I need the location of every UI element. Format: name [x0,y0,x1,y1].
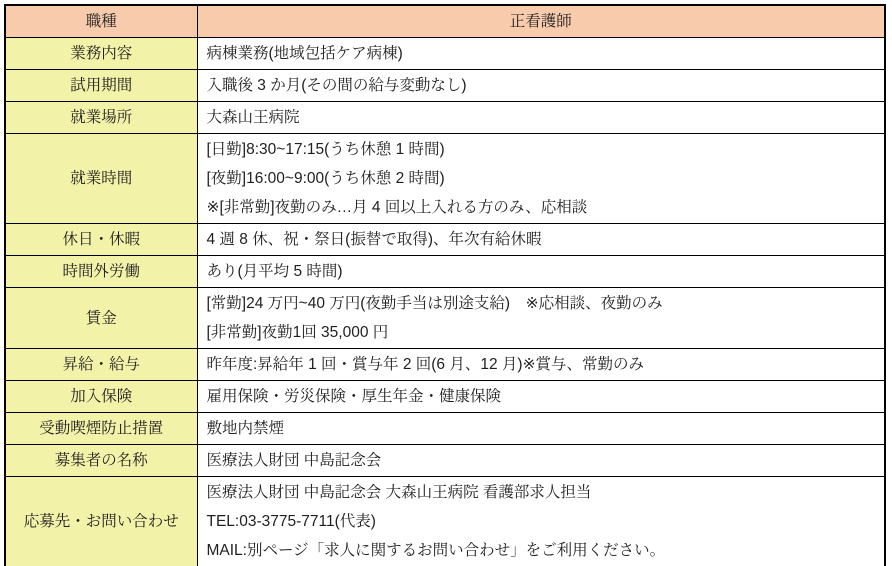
table-row [5,256,885,288]
row-label: 試用期間 [5,70,197,102]
job-table-body [5,5,885,566]
row-value [197,102,885,134]
row-label: 加入保険 [5,381,197,413]
row-value [197,445,885,477]
table-row [5,38,885,70]
row-label: 応募先・お問い合わせ [5,477,197,566]
row-label: 時間外労働 [5,256,197,288]
row-label: 賃金 [5,288,197,349]
row-label: 募集者の名称 [5,445,197,477]
row-value [197,134,885,224]
row-label: 昇給・給与 [5,349,197,381]
row-value [197,288,885,349]
table-row [5,102,885,134]
row-value-line: 昨年度:昇給年 1 回・賞与年 2 回(6 月、12 月)※賞与、常勤のみ [206,356,645,373]
table-row [5,224,885,256]
row-label: 受動喫煙防止措置 [5,413,197,445]
header-label-occupation: 職種 [5,5,197,38]
row-value-line: MAIL:別ページ「求人に関するお問い合わせ」をご利用ください。 [206,542,666,559]
row-value [197,256,885,288]
row-value-line: 雇用保険・労災保険・厚生年金・健康保険 [206,388,502,405]
row-value [197,224,885,256]
row-value-line: 医療法人財団 中島記念会 [206,452,382,469]
row-value [197,38,885,70]
row-value-line: 医療法人財団 中島記念会 大森山王病院 看護部求人担当 [206,484,592,501]
row-label: 業務内容 [5,38,197,70]
row-value-line: 入職後 3 か月(その間の給与変動なし) [206,77,467,94]
row-value-line: [常勤]24 万円~40 万円(夜勤手当は別途支給) ※応相談、夜勤のみ [206,295,663,312]
row-value-line: 敷地内禁煙 [206,420,285,437]
table-row [5,134,885,224]
row-value [197,477,885,566]
row-value [197,349,885,381]
row-value-line: [日勤]8:30~17:15(うち休憩 1 時間) [206,141,445,158]
table-row [5,445,885,477]
row-label: 就業場所 [5,102,197,134]
table-row [5,477,885,566]
row-value-line: 大森山王病院 [206,109,300,126]
row-label: 休日・休暇 [5,224,197,256]
table-row [5,413,885,445]
row-value [197,413,885,445]
row-value-line: ※[非常勤]夜勤のみ…月 4 回以上入れる方のみ、応相談 [206,199,588,216]
row-value-line: [夜勤]16:00~9:00(うち休憩 2 時間) [206,170,445,187]
row-value-line: 4 週 8 休、祝・祭日(振替で取得)、年次有給休暇 [206,231,542,248]
table-row [5,70,885,102]
table-row [5,288,885,349]
row-value [197,70,885,102]
row-value-line: TEL:03-3775-7711(代表) [206,513,376,530]
row-value-line: 病棟業務(地域包括ケア病棟) [206,45,403,62]
row-value-line: あり(月平均 5 時間) [206,263,343,280]
table-row [5,381,885,413]
row-value-line: [非常勤]夜勤1回 35,000 円 [206,324,389,341]
job-posting-table [4,4,886,566]
header-value-occupation: 正看護師 [197,5,885,38]
table-row [5,349,885,381]
row-label: 就業時間 [5,134,197,224]
table-header-row [5,5,885,38]
row-value [197,381,885,413]
